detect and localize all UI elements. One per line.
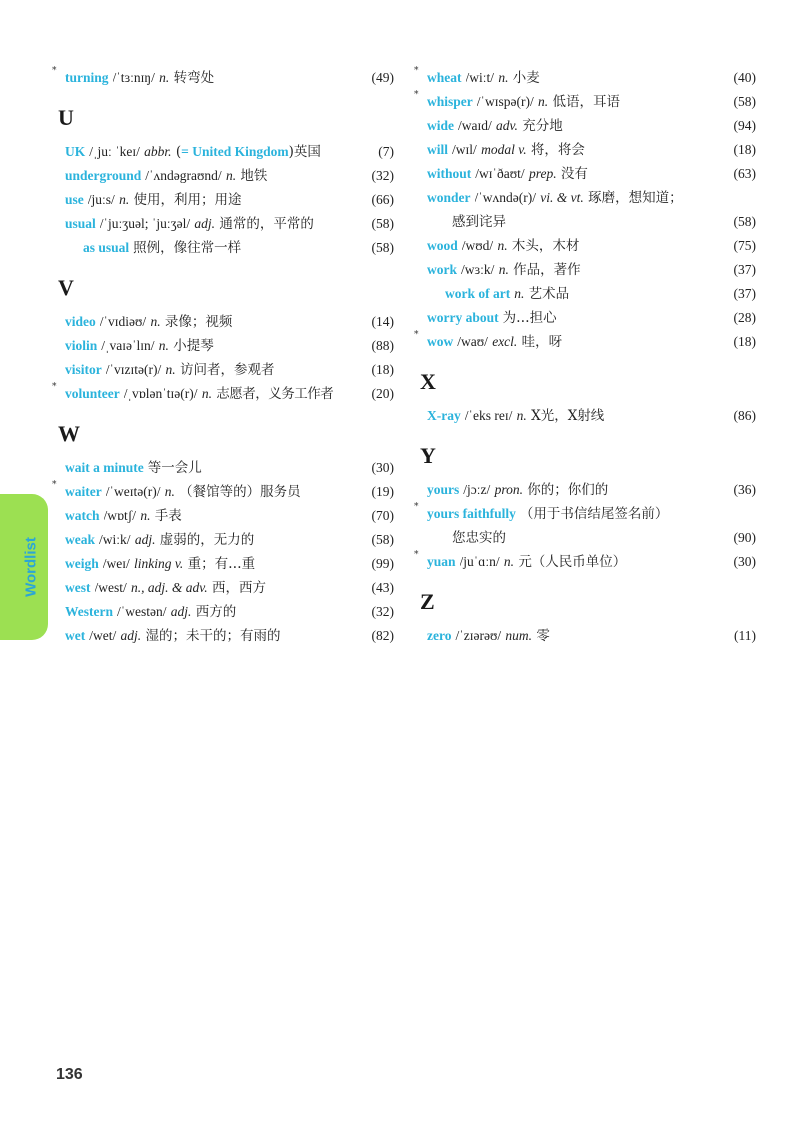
headword: Western (65, 604, 113, 619)
part-of-speech: modal v. (481, 142, 527, 157)
section-pre-left (52, 66, 394, 90)
chinese-definition: 作品，著作 (513, 262, 581, 278)
entry-wood (420, 234, 756, 258)
chinese-definition: 录像；视频 (164, 314, 233, 330)
headword: yuan (427, 554, 456, 569)
page-reference: (28) (733, 310, 756, 325)
pronunciation: /waɪd/ (458, 118, 492, 133)
chinese-definition: 虚弱的，无力的 (159, 532, 255, 548)
section-y (414, 442, 756, 574)
chinese-definition: （用于书信结尾签名前） (519, 506, 669, 522)
headword: west (65, 580, 91, 595)
part-of-speech: n. (503, 554, 515, 569)
page-reference: (66) (371, 192, 394, 207)
page-reference: (86) (733, 408, 756, 423)
pronunciation: /ˈwʌndə(r)/ (474, 190, 536, 205)
page-reference: (19) (371, 484, 394, 499)
part-of-speech: n. (150, 314, 161, 329)
headword: wow (427, 334, 454, 349)
page-reference: (40) (733, 70, 756, 85)
entry-wet (58, 624, 394, 648)
entry-western (58, 600, 394, 624)
chinese-definition: 你的；你们的 (527, 482, 609, 498)
part-of-speech: num. (505, 628, 533, 643)
headword: video (65, 314, 96, 329)
page-reference: (49) (371, 70, 394, 85)
pronunciation: /wɜːk/ (461, 262, 495, 277)
page-reference: (58) (371, 240, 394, 255)
chinese-definition: 小麦 (512, 70, 540, 86)
pronunciation: /ˈweɪtə(r)/ (105, 484, 161, 499)
entry-yours-faithfully (414, 502, 756, 526)
chinese-definition: 照例，像往常一样 (133, 240, 242, 256)
chinese-definition: )英国 (288, 144, 321, 160)
entry-turning (52, 66, 394, 90)
entry-zero (420, 624, 756, 648)
entry-usual (58, 212, 394, 236)
entry-wonder (420, 186, 756, 210)
headword: yours (427, 482, 460, 497)
entry-video (58, 310, 394, 334)
page-reference: (14) (371, 314, 394, 329)
page-reference: (90) (733, 530, 756, 545)
part-of-speech: n. (498, 70, 509, 85)
chinese-definition: 低语，耳语 (552, 94, 620, 110)
pronunciation: /ˈvɪdiəʊ/ (99, 314, 147, 329)
wordlist-column-right (414, 66, 756, 662)
chinese-definition: 志愿者，义务工作者 (216, 386, 334, 402)
headword: underground (65, 168, 142, 183)
headword: work of art (445, 286, 511, 301)
chinese-definition: 湿的；未干的；有雨的 (145, 628, 281, 644)
star-marker: * (414, 550, 419, 560)
entry-wait-a-minute (58, 456, 394, 480)
wordlist-column-left (52, 66, 394, 662)
entry-without (420, 162, 756, 186)
page-reference: (99) (371, 556, 394, 571)
chinese-definition: 将，将会 (530, 142, 585, 158)
part-of-speech: adj. (120, 628, 142, 643)
pronunciation: /jɔːz/ (463, 482, 491, 497)
headword: as usual (83, 240, 130, 255)
page-reference: (37) (733, 286, 756, 301)
letter-heading-w: W (58, 421, 80, 446)
part-of-speech: n. (165, 362, 176, 377)
paren-open: ( (175, 144, 182, 160)
entry-underground (58, 164, 394, 188)
pronunciation: /west/ (94, 580, 127, 595)
pronunciation: /wɪl/ (452, 142, 477, 157)
part-of-speech: n. (497, 238, 508, 253)
entry-x-ray (420, 404, 756, 428)
letter-heading-x: X (420, 369, 436, 394)
star-marker: * (414, 330, 419, 340)
entry-watch (58, 504, 394, 528)
pronunciation: /ˈwestən/ (117, 604, 167, 619)
pronunciation: /wet/ (89, 628, 117, 643)
chinese-definition: 重；有…重 (187, 556, 256, 572)
part-of-speech: adv. (496, 118, 518, 133)
page-reference: (58) (733, 214, 756, 229)
section-z (420, 588, 756, 648)
entry-volunteer (52, 382, 394, 406)
entry-waiter (52, 480, 394, 504)
part-of-speech: adj. (194, 216, 216, 231)
part-of-speech: prep. (528, 166, 557, 181)
chinese-definition: 通常的，平常的 (219, 216, 314, 232)
page-reference: (7) (378, 144, 394, 159)
chinese-definition: 为…担心 (502, 310, 557, 326)
headword: weigh (65, 556, 99, 571)
entry-weigh (58, 552, 394, 576)
chinese-definition: 地铁 (240, 168, 268, 184)
part-of-speech: n. (225, 168, 237, 183)
entry-visitor (58, 358, 394, 382)
chinese-definition: X光，X射线 (531, 408, 605, 424)
headword: zero (427, 628, 452, 643)
part-of-speech: n. (119, 192, 130, 207)
page-reference: (18) (733, 142, 756, 157)
star-marker: * (414, 90, 419, 100)
pronunciation: /wɪˈðaʊt/ (475, 166, 525, 181)
entry-wonder-continued (420, 210, 756, 234)
pronunciation: /ˈeks reɪ/ (464, 408, 513, 423)
page-reference: (37) (733, 262, 756, 277)
pronunciation: /ˈvɪzɪtə(r)/ (105, 362, 162, 377)
headword: wait a minute (65, 460, 144, 475)
entry-whisper (414, 90, 756, 114)
headword: usual (65, 216, 96, 231)
section-v (52, 274, 394, 406)
entry-violin (58, 334, 394, 358)
part-of-speech: n. (516, 408, 527, 423)
pronunciation: /ˌjuː ˈkeɪ/ (89, 144, 140, 159)
section-u (58, 104, 394, 260)
page-reference: (58) (733, 94, 756, 109)
page-reference: (18) (733, 334, 756, 349)
chinese-definition: 西方的 (195, 604, 237, 620)
part-of-speech: abbr. (144, 144, 172, 159)
headword: work (427, 262, 457, 277)
pronunciation: /wɒtʃ/ (103, 508, 137, 523)
pronunciation: /ˌvaɪəˈlɪn/ (101, 338, 155, 353)
chinese-definition: 元（人民币单位） (518, 554, 627, 570)
part-of-speech: n. (159, 70, 170, 85)
page-reference: (18) (371, 362, 394, 377)
chinese-definition: 手表 (154, 508, 182, 524)
page-reference: (58) (371, 216, 394, 231)
part-of-speech: n., adj. & adv. (131, 580, 208, 595)
headword: worry about (427, 310, 499, 325)
chinese-definition: 转弯处 (173, 70, 215, 86)
chinese-definition: 没有 (560, 166, 588, 182)
page-reference: (82) (371, 628, 394, 643)
pronunciation: /waʊ/ (457, 334, 488, 349)
pronunciation: /ˈzɪərəʊ/ (455, 628, 502, 643)
page-reference: (58) (371, 532, 394, 547)
entry-yuan (414, 550, 756, 574)
page-reference: (43) (371, 580, 394, 595)
section-w (52, 420, 394, 648)
page-reference: (20) (371, 386, 394, 401)
letter-heading-z: Z (420, 589, 435, 614)
entry-will (420, 138, 756, 162)
pronunciation: /wʊd/ (461, 238, 494, 253)
headword: use (65, 192, 84, 207)
letter-heading-v: V (58, 275, 74, 300)
entry-wheat (414, 66, 756, 90)
page-reference: (75) (733, 238, 756, 253)
entry-uk (58, 140, 394, 164)
page-reference: (11) (734, 628, 756, 643)
entry-yours (420, 478, 756, 502)
headword: volunteer (65, 386, 120, 401)
highlighted-expansion: = United Kingdom (181, 144, 289, 159)
side-tab-label: Wordlist (22, 537, 40, 597)
part-of-speech: n. (158, 338, 169, 353)
star-marker: * (414, 66, 419, 76)
chinese-definition-continued: 感到诧异 (452, 214, 506, 230)
part-of-speech: n. (201, 386, 212, 401)
entry-work (420, 258, 756, 282)
pronunciation: /ˈwɪspə(r)/ (476, 94, 534, 109)
page-reference: (32) (371, 604, 394, 619)
chinese-definition: 访问者，参观者 (179, 362, 275, 378)
headword: wheat (427, 70, 462, 85)
part-of-speech: n. (498, 262, 509, 277)
chinese-definition: 哇，呀 (521, 334, 563, 350)
part-of-speech: linking v. (134, 556, 184, 571)
section-x (420, 368, 756, 428)
entry-wow (414, 330, 756, 354)
page-reference: (70) (371, 508, 394, 523)
entry-as-usual (58, 236, 394, 260)
headword: yours faithfully (427, 506, 516, 521)
chinese-definition: 小提琴 (173, 338, 214, 354)
entry-work-of-art (420, 282, 756, 306)
page-reference: (30) (371, 460, 394, 475)
entry-weak (58, 528, 394, 552)
pronunciation: /ˈʌndəgraʊnd/ (145, 168, 222, 183)
page-reference: (88) (371, 338, 394, 353)
headword: without (427, 166, 472, 181)
headword: visitor (65, 362, 102, 377)
headword: X-ray (427, 408, 461, 423)
entry-west (58, 576, 394, 600)
pronunciation: /wiːt/ (465, 70, 495, 85)
headword: UK (65, 144, 86, 159)
chinese-definition: 琢磨，想知道； (588, 190, 683, 206)
star-marker: * (414, 502, 419, 512)
part-of-speech: vi. & vt. (540, 190, 584, 205)
headword: wet (65, 628, 86, 643)
headword: waiter (65, 484, 102, 499)
page-reference: (32) (371, 168, 394, 183)
page-reference: (30) (733, 554, 756, 569)
pronunciation: /juːs/ (87, 192, 115, 207)
headword: violin (65, 338, 98, 353)
star-marker: * (52, 480, 57, 490)
pronunciation: /weɪ/ (102, 556, 130, 571)
part-of-speech: n. (538, 94, 549, 109)
headword: wide (427, 118, 454, 133)
entry-use (58, 188, 394, 212)
entry-yours-faithfully-continued (420, 526, 756, 550)
headword: watch (65, 508, 100, 523)
pronunciation: /ˌvɒlənˈtɪə(r)/ (123, 386, 198, 401)
chinese-definition: 木头，木材 (511, 238, 580, 254)
entry-worry-about (420, 306, 756, 330)
letter-heading-u: U (58, 105, 74, 130)
chinese-definition: 西，西方 (211, 580, 266, 596)
part-of-speech: adj. (170, 604, 192, 619)
chinese-definition-continued: 您忠实的 (452, 530, 506, 546)
part-of-speech: n. (140, 508, 151, 523)
pronunciation: /ˈjuːʒuəl; ˈjuːʒəl/ (99, 216, 191, 231)
headword: wonder (427, 190, 471, 205)
pronunciation: /ˈtɜːnɪŋ/ (112, 70, 155, 85)
chinese-definition: 艺术品 (528, 286, 570, 302)
chinese-definition: 零 (536, 628, 550, 644)
part-of-speech: excl. (492, 334, 518, 349)
star-marker: * (52, 382, 57, 392)
headword: whisper (427, 94, 473, 109)
part-of-speech: pron. (494, 482, 523, 497)
part-of-speech: adj. (134, 532, 156, 547)
page-reference: (94) (733, 118, 756, 133)
star-marker: * (52, 66, 57, 76)
section-pre-right (414, 66, 756, 354)
headword: wood (427, 238, 458, 253)
part-of-speech: n. (164, 484, 175, 499)
chinese-definition: 等一会儿 (147, 460, 202, 476)
page-reference: (63) (733, 166, 756, 181)
headword: will (427, 142, 449, 157)
pronunciation: /wiːk/ (99, 532, 131, 547)
chinese-definition: 使用，利用；用途 (133, 192, 242, 208)
headword: turning (65, 70, 109, 85)
page-number: 136 (56, 1066, 83, 1083)
chinese-definition: 充分地 (522, 118, 563, 134)
part-of-speech: n. (514, 286, 525, 301)
pronunciation: /juˈɑːn/ (459, 554, 500, 569)
letter-heading-y: Y (420, 443, 436, 468)
entry-wide (420, 114, 756, 138)
page-reference: (36) (733, 482, 756, 497)
headword: weak (65, 532, 95, 547)
chinese-definition: （餐馆等的）服务员 (179, 484, 301, 500)
